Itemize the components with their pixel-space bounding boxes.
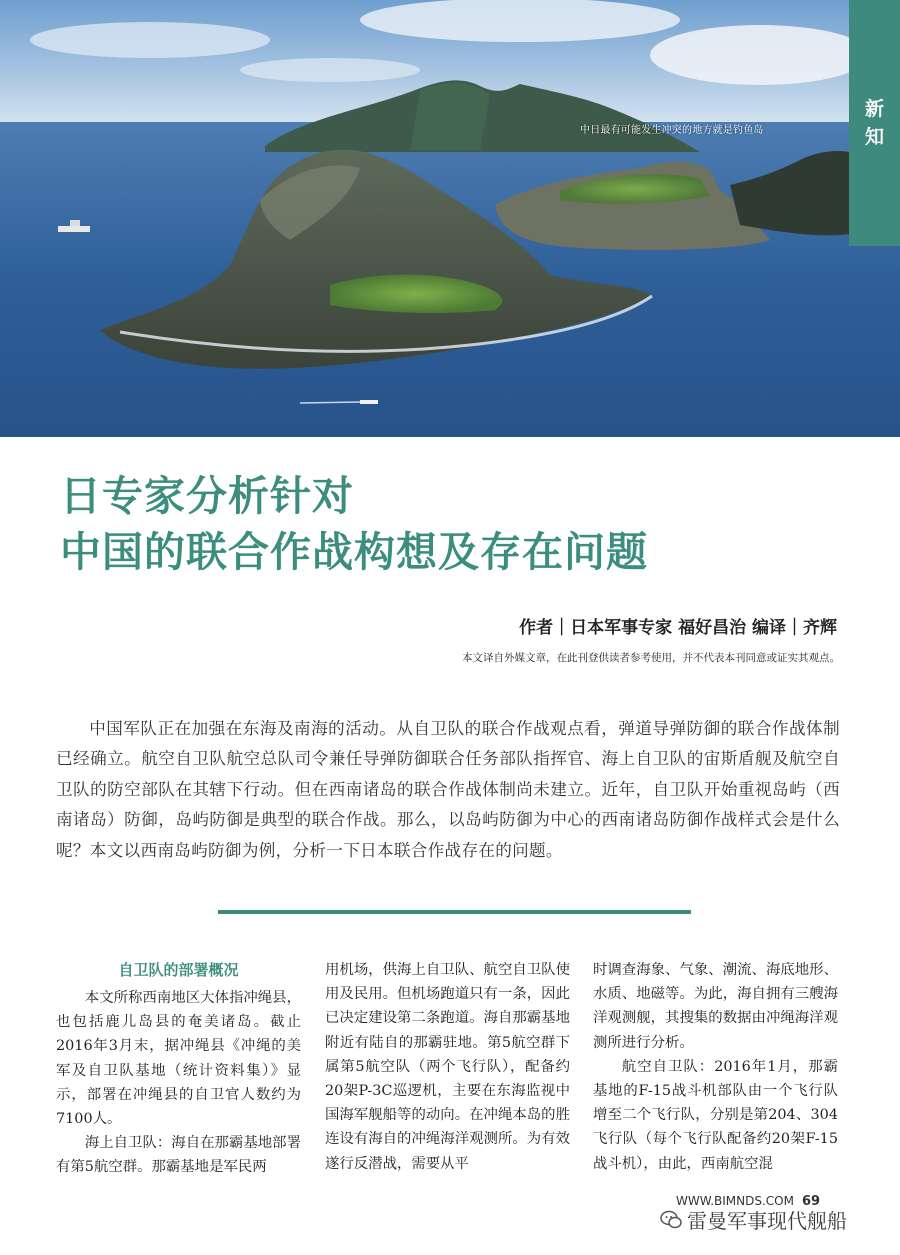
wechat-icon [660,1210,682,1230]
section-tab [849,0,900,246]
section-heading: 自卫队的部署概况 [118,961,239,979]
title-line: 中国的联合作战构想及存在问题 [60,528,648,576]
page-number: 69 [801,1194,821,1209]
body-paragraph: 海上自卫队：海自在那霸基地部署有第5航空群。那霸基地是军民两 [56,1135,301,1176]
island-photo [0,0,900,437]
body-column-3 [593,958,838,1176]
body-column-2 [325,958,570,1176]
body-paragraph: 本文所称西南地区大体指冲绳县，也包括鹿儿岛县的奄美诸岛。截止2016年3月末，据冲绳县《冲绳的美军及自卫队基地（统计资料集）》显示，部署在冲绳县的自卫官人数约为7100人。 [56,990,301,1128]
divider-rule [218,910,691,914]
watermark [660,1205,847,1234]
section-tab-char: 知 [864,126,884,148]
body-paragraph: 用机场，供海上自卫队、航空自卫队使用及民用。但机场跑道只有一条，因此已决定建设第二条跑道。海自那霸基地附近有陆自的那霸驻地。第5航空群下属第5航空队（两个飞行队），配备约20架P-3C巡逻机，主要在东海监视中国海军舰船等的动向。在冲绳本岛的胜连设有海自的冲绳海洋观测所。为有效遂行反潜战，需要从平 [325,962,570,1172]
article-title [60,468,648,580]
lead-paragraph: 中国军队正在加强在东海及南海的活动。从自卫队的联合作战观点看，弹道导弹防御的联合作战体制已经确立。航空自卫队航空总队司令兼任导弹防御联合任务部队指挥官、海上自卫队的宙斯盾舰及航空自卫队的防空部队在其辖下行动。但在西南诸岛的联合作战体制尚未建立。近年，自卫队开始重视岛屿（西南诸岛）防御，岛屿防御是典型的联合作战。那么，以岛屿防御为中心的西南诸岛防御作战样式会是什么呢？本文以西南岛屿防御为例，分析一下日本联合作战存在的问题。 [56,719,840,860]
body-column-1 [56,958,301,1180]
photo-caption: 中日最有可能发生冲突的地方就是钓鱼岛 [580,125,764,136]
section-tab-char: 新 [864,98,884,120]
disclaimer: 本文译自外媒文章，在此刊登供读者参考使用，并不代表本刊同意或证实其观点。 [462,652,840,664]
hero-photo [0,0,900,437]
footer-url: WWW.BIMNDS.COM [676,1194,794,1208]
watermark-text: 雷曼军事现代舰船 [687,1209,847,1233]
byline: 作者｜日本军事专家 福好昌治 编译｜齐辉 [519,618,837,638]
body-paragraph: 时调查海象、气象、潮流、海底地形、水质、地磁等。为此，海自拥有三艘海洋观测舰，其搜集的数据由冲绳海洋观测所进行分析。 [593,962,838,1051]
title-line: 日专家分析针对 [60,472,354,520]
body-paragraph: 航空自卫队：2016年1月，那霸基地的F-15战斗机部队由一个飞行队增至二个飞行队，分别是第204、304飞行队（每个飞行队配备约20架F-15战斗机），由此，西南航空混 [593,1058,838,1172]
